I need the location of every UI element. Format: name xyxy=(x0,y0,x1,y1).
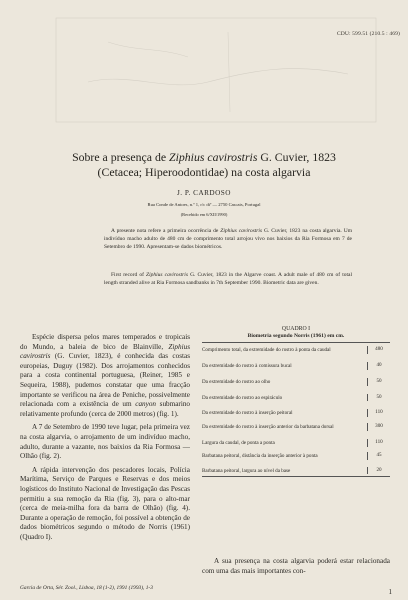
table-bottom-rule xyxy=(202,476,390,477)
author-name: J. P. CARDOSO xyxy=(176,189,232,197)
author-address: Rua Conde de Antoes, n.º 1, r/c dtº — 2750 Cascais, Portugal xyxy=(147,202,261,207)
table-row-value: 50 xyxy=(367,378,390,386)
paragraph: A sua presença na costa algarvia poderá estar relacionada com uma das mais importantes con- xyxy=(202,557,390,575)
table-row-value: 110 xyxy=(367,409,390,417)
article-title: Sobre a presença de Ziphius cavirostris G. Cuvier, 1823 (Cetacea; Hiperoodontidae) na costa algarvia xyxy=(72,150,336,179)
table-row-label: Barbatana peitoral, distância da inserção anterior à ponta xyxy=(202,452,318,459)
table-row-value: 40 xyxy=(367,362,390,370)
table-row xyxy=(202,362,390,370)
table-row xyxy=(202,394,390,402)
cdu-code: CDU: 599.51 (210.5 : 469) xyxy=(336,31,400,37)
table-row xyxy=(202,378,390,386)
table-rows xyxy=(202,346,390,474)
body-left-column xyxy=(20,333,190,546)
table-row xyxy=(202,452,390,460)
abstract-portuguese: A presente nota refere a primeira ocorrência de Ziphius cavirostris G. Cuvier, 1823 na costa algarvia. Um indivíduo macho adulto de 480 cm de comprimento total arrojou vivo nos baixios da Ria Formosa em 7 de Setembro de 1990. Apresentam-se dados biométricos. xyxy=(104,228,352,251)
table-row-label: Da extremidade do rostro à inserção anterior da barbatana dorsal xyxy=(202,424,334,431)
paragraph: Espécie dispersa pelos mares temperados e tropicais do Mundo, a baleia de bico de Blainville, Ziphius cavirostris (G. Cuvier, 1823), é conhecida das costas europeias, Duguy (1982). Dos arrojamentos conhecidos para a costa continental portuguesa, (Reiner, 1985 e Sequeira, 1988), pudemos constatar que uma fracção importante se verificou na área de Peniche, possivelmente relacionada com a existência de um canyon submarino relativamente profundo (cerca de 2000 metros) (fig. 1). xyxy=(20,333,191,418)
paragraph: A rápida intervenção dos pescadores locais, Polícia Marítima, Serviço de Parques e Reservas e dos meios logísticos do Instituto Nacional de Investigação das Pescas permitiu a sua remoção da Ria (fig. 3), para o alto-mar (cerca de meia-milha fora da barra de Olhão) (fig. 4). Durante a operação de remoção, foi possível a obtenção de dados biométricos segundo o método de Norris (1961) (Quadro I). xyxy=(20,465,190,541)
table-row-label: Barbatana peitoral, largura ao nível da base xyxy=(202,467,291,474)
table-row xyxy=(202,409,390,417)
table-row-label: Largura da caudal, de ponta a ponta xyxy=(202,439,275,446)
table-row-value: 300 xyxy=(367,423,390,431)
table-row xyxy=(202,346,390,354)
received-date: (Recebido em 6/XII/1990) xyxy=(180,212,228,217)
table-subtitle: Biometria segundo Norris (1961) em cm. xyxy=(202,333,390,343)
table-row-label: Comprimento total, da extremidade do rostro à ponta da caudal xyxy=(202,347,331,354)
table-row xyxy=(202,423,390,431)
biometry-table xyxy=(202,326,390,477)
paragraph: A 7 de Setembro de 1990 teve lugar, pela primeira vez na costa algarvia, o arrojamento de um indivíduo macho, adulto, durante a vazante, nos baixios da Ria Formosa — Olhão (fig. 2). xyxy=(20,423,190,461)
body-right-column xyxy=(202,557,390,576)
table-row-value: 480 xyxy=(367,346,390,354)
table-row-label: Da extremidade do rostro ao olho xyxy=(202,378,271,385)
table-row-value: 50 xyxy=(367,394,390,402)
table-row-value: 110 xyxy=(367,439,390,447)
show-through-map xyxy=(48,12,388,130)
table-row-label: Da extremidade do rostro ao espiráculo xyxy=(202,394,283,401)
table-row xyxy=(202,467,390,475)
table-row-value: 45 xyxy=(367,452,390,460)
abstract-english: First record of Ziphius cavirostris G. Cuvier, 1823 in the Algarve coast. A adult male of 480 cm of total length stranded alive at Ria Formosa sandbanks in 7th September 1990. Biometric data are given. xyxy=(104,272,352,287)
table-row-label: Da extremidade do rostro à comissura bucal xyxy=(202,363,292,369)
table-row-label: Da extremidade do rostro à inserção peitoral xyxy=(202,410,293,417)
journal-citation: Garcia de Orta, Sér. Zool., Lisboa, 18 (1-2), 1991 (1993), 1-3 xyxy=(20,585,153,591)
table-title: QUADRO I xyxy=(281,326,311,332)
table-row xyxy=(202,439,390,447)
page-number: 1 xyxy=(388,588,392,596)
table-row-value: 20 xyxy=(367,467,390,475)
